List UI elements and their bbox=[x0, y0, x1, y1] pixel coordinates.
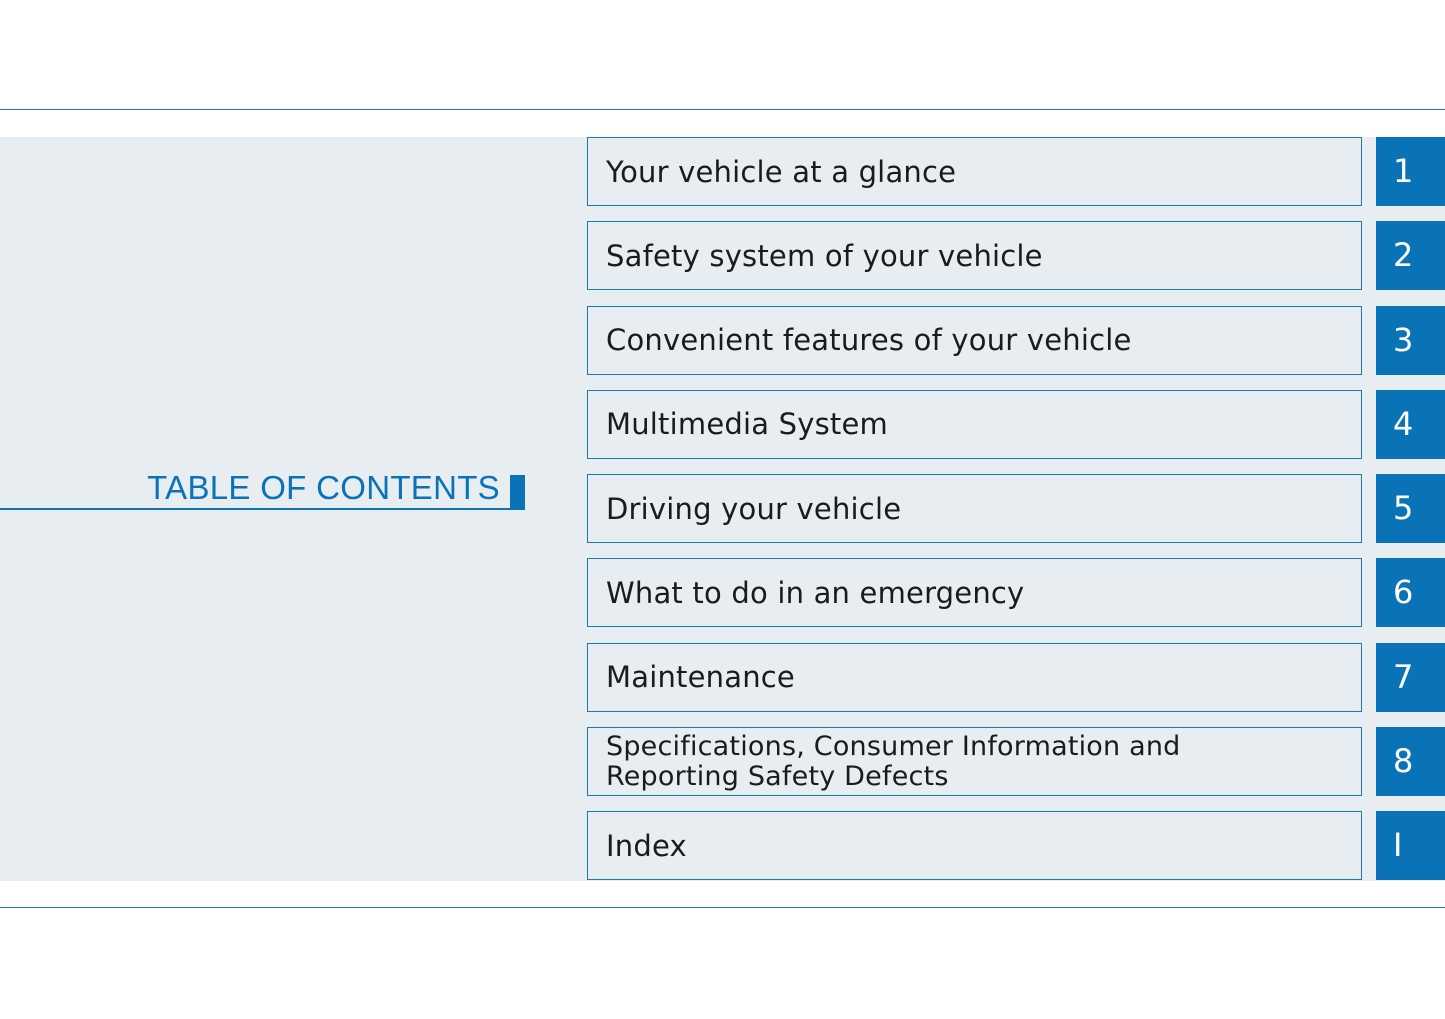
toc-item-label: What to do in an emergency bbox=[606, 575, 1025, 610]
toc-item-box[interactable] bbox=[587, 558, 1362, 627]
toc-item-box[interactable] bbox=[587, 221, 1362, 290]
toc-item-label: Driving your vehicle bbox=[606, 491, 902, 526]
chapter-tab[interactable]: 7 bbox=[1376, 643, 1445, 712]
bottom-divider bbox=[0, 907, 1445, 908]
toc-item-multimedia-system[interactable] bbox=[587, 390, 1445, 459]
page-title: TABLE OF CONTENTS bbox=[147, 469, 500, 506]
toc-item-box[interactable] bbox=[587, 390, 1362, 459]
chapter-tab[interactable]: 8 bbox=[1376, 727, 1445, 796]
toc-item-label: Multimedia System bbox=[606, 407, 888, 442]
heading-underline bbox=[0, 508, 525, 510]
chapter-tab[interactable]: 4 bbox=[1376, 390, 1445, 459]
top-divider bbox=[0, 109, 1445, 110]
chapter-tab[interactable]: 3 bbox=[1376, 306, 1445, 375]
toc-item-label: Index bbox=[606, 828, 687, 863]
chapter-tab[interactable]: 1 bbox=[1376, 137, 1445, 206]
toc-item-safety-system[interactable] bbox=[587, 221, 1445, 290]
toc-list bbox=[587, 137, 1445, 896]
chapter-tab[interactable]: 2 bbox=[1376, 221, 1445, 290]
toc-item-label: Specifications, Consumer Information and Reporting Safety Defects bbox=[606, 730, 1181, 792]
toc-item-label: Convenient features of your vehicle bbox=[606, 323, 1132, 358]
toc-item-label: Safety system of your vehicle bbox=[606, 238, 1043, 273]
toc-item-box[interactable] bbox=[587, 306, 1362, 375]
toc-item-label: Your vehicle at a glance bbox=[606, 154, 957, 189]
toc-item-emergency[interactable] bbox=[587, 558, 1445, 627]
toc-item-driving[interactable] bbox=[587, 474, 1445, 543]
chapter-tab[interactable]: 5 bbox=[1376, 474, 1445, 543]
heading-accent-block bbox=[510, 475, 525, 510]
chapter-tab[interactable]: 6 bbox=[1376, 558, 1445, 627]
toc-item-box[interactable] bbox=[587, 137, 1362, 206]
toc-item-convenient-features[interactable] bbox=[587, 306, 1445, 375]
toc-item-label: Maintenance bbox=[606, 660, 795, 695]
toc-item-box[interactable] bbox=[587, 811, 1362, 880]
toc-item-vehicle-at-a-glance[interactable] bbox=[587, 137, 1445, 206]
toc-item-box[interactable] bbox=[587, 727, 1362, 796]
toc-item-index[interactable] bbox=[587, 811, 1445, 880]
toc-item-box[interactable] bbox=[587, 474, 1362, 543]
toc-item-maintenance[interactable] bbox=[587, 643, 1445, 712]
toc-heading bbox=[0, 470, 525, 510]
toc-item-specifications[interactable] bbox=[587, 727, 1445, 796]
toc-item-box[interactable] bbox=[587, 643, 1362, 712]
chapter-tab[interactable]: I bbox=[1376, 811, 1445, 880]
